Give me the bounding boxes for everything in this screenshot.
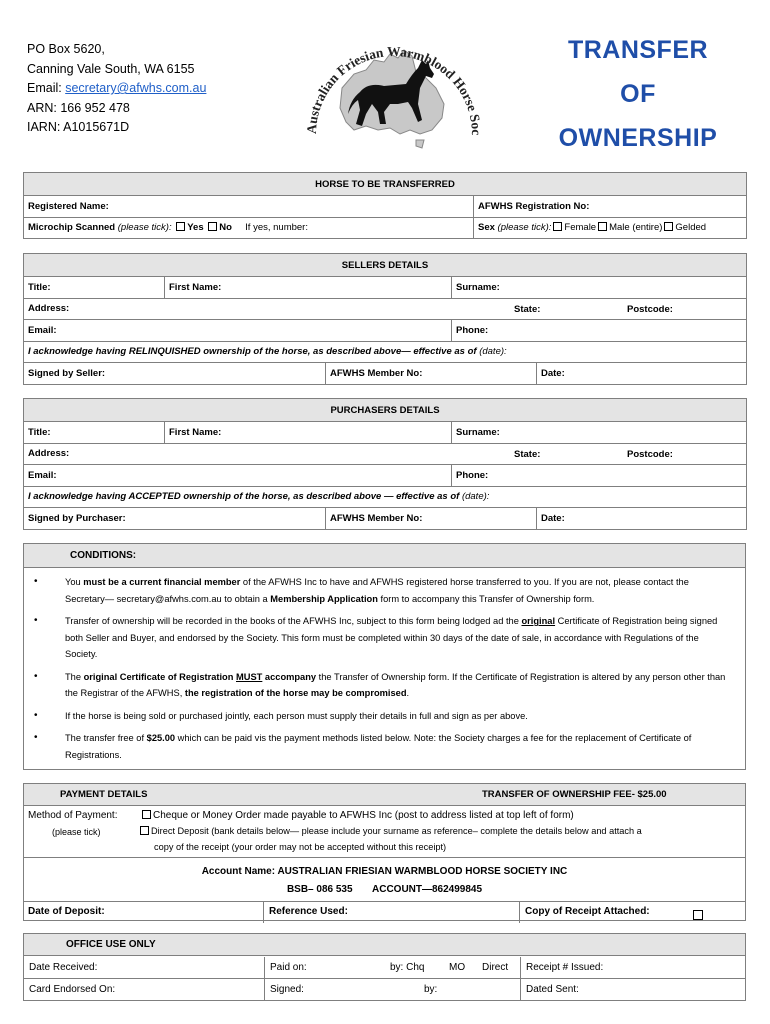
purchaser-surname-field[interactable]: Surname: xyxy=(452,422,747,444)
registered-name-field[interactable]: Registered Name: xyxy=(24,196,474,218)
card-endorsed-field[interactable]: Card Endorsed On: xyxy=(29,984,116,995)
deposit-row xyxy=(23,901,746,922)
direct-deposit-option: Direct Deposit (bank details below— please include your surname as reference– complete the details below and attach a xyxy=(138,826,642,836)
yes-checkbox[interactable] xyxy=(176,222,185,231)
paid-by-mo[interactable]: MO xyxy=(449,962,466,973)
payment-details-title: PAYMENT DETAILS xyxy=(60,789,148,800)
signed-field[interactable]: Signed: xyxy=(270,984,304,995)
purchaser-acknowledgement: I acknowledge having ACCEPTED ownership of the horse, as described above — effective as of (date): xyxy=(24,486,747,508)
condition-item: • If the horse is being sold or purchased jointly, each person must supply their details in full and sign as per above. xyxy=(24,708,745,725)
purchaser-first-name-field[interactable]: First Name: xyxy=(165,422,452,444)
logo-text: Australian Friesian Warmblood Horse Soc xyxy=(303,43,485,136)
account-name: Account Name: AUSTRALIAN FRIESIAN WARMBLOOD HORSE SOCIETY INC xyxy=(201,866,568,877)
purchaser-signature-field[interactable]: Signed by Purchaser: xyxy=(24,508,326,530)
signed-by-field[interactable]: by: xyxy=(424,984,438,995)
seller-email-field[interactable]: Email: xyxy=(24,320,452,342)
contact-block xyxy=(27,40,206,138)
divider xyxy=(520,979,521,1001)
condition-item: • Transfer of ownership will be recorded in the books of the AFWHS Inc, subject to this form being lodged ad the original Certificate of Registration being signed both Seller and Buyer, and endorsed by the Society. This form must be completed within 30 days of the date of sale, in accordance with Regulations of the Society. xyxy=(24,613,745,663)
purchaser-address-field[interactable]: Address: State: Postcode: xyxy=(24,443,747,465)
divider xyxy=(520,957,521,979)
registration-no-field[interactable]: AFWHS Registration No: xyxy=(474,196,747,218)
paid-by-direct[interactable]: Direct xyxy=(482,962,509,973)
divider xyxy=(263,902,264,923)
direct-deposit-note: copy of the receipt (your order may not be accepted without this receipt) xyxy=(154,842,447,852)
dated-sent-field[interactable]: Dated Sent: xyxy=(526,984,579,995)
date-of-deposit-field[interactable]: Date of Deposit: xyxy=(28,906,105,917)
male-checkbox[interactable] xyxy=(598,222,607,231)
purchaser-phone-field[interactable]: Phone: xyxy=(452,465,747,487)
date-received-field[interactable]: Date Received: xyxy=(29,962,98,973)
no-checkbox[interactable] xyxy=(208,222,217,231)
purchaser-header: PURCHASERS DETAILS xyxy=(24,399,747,422)
society-logo-image xyxy=(294,16,494,168)
payment-section xyxy=(23,783,746,921)
divider xyxy=(264,979,265,1001)
microchip-field: Microchip Scanned (please tick): Yes No If yes, number: xyxy=(24,217,474,239)
cheque-checkbox[interactable] xyxy=(142,810,151,819)
method-of-payment-label: Method of Payment: xyxy=(28,810,118,821)
reference-used-field[interactable]: Reference Used: xyxy=(269,906,348,917)
address: Canning Vale South, WA 6155 xyxy=(27,61,195,76)
payment-header xyxy=(24,784,745,806)
seller-member-no-field[interactable]: AFWHS Member No: xyxy=(326,363,537,385)
cheque-option: Cheque or Money Order made payable to AFWHS Inc (post to address listed at top left of form) xyxy=(140,810,574,821)
horse-section xyxy=(23,172,747,239)
seller-header: SELLERS DETAILS xyxy=(24,254,747,277)
paid-by-chq[interactable]: by: Chq xyxy=(390,962,425,973)
seller-title-field[interactable]: Title: xyxy=(24,277,165,299)
seller-section xyxy=(23,253,747,385)
iarn: IARN: A1015671D xyxy=(27,120,130,134)
seller-date-field[interactable]: Date: xyxy=(537,363,747,385)
po-box: PO Box 5620, xyxy=(27,42,105,56)
seller-first-name-field[interactable]: First Name: xyxy=(165,277,452,299)
seller-address-field[interactable]: Address: State: Postcode: xyxy=(24,298,747,320)
female-checkbox[interactable] xyxy=(553,222,562,231)
please-tick-label: (please tick) xyxy=(52,827,101,837)
office-row-1 xyxy=(24,957,745,979)
transfer-fee: TRANSFER OF OWNERSHIP FEE- $25.00 xyxy=(482,789,667,800)
seller-acknowledgement: I acknowledge having RELINQUISHED ownership of the horse, as described above— effective as of (date): xyxy=(24,341,747,363)
gelded-checkbox[interactable] xyxy=(664,222,673,231)
society-logo xyxy=(294,16,494,168)
conditions-header: CONDITIONS: xyxy=(24,544,745,568)
divider xyxy=(264,957,265,979)
account-details xyxy=(24,857,745,902)
receipt-attached-label: Copy of Receipt Attached: xyxy=(525,906,650,917)
office-row-2 xyxy=(24,979,745,1001)
conditions-list xyxy=(24,574,745,763)
form-title: TRANSFER OF OWNERSHIP xyxy=(558,36,718,152)
purchaser-title-field[interactable]: Title: xyxy=(24,422,165,444)
arn: ARN: 166 952 478 xyxy=(27,100,130,115)
seller-surname-field[interactable]: Surname: xyxy=(452,277,747,299)
sex-field: Sex (please tick): Female Male (entire) Gelded xyxy=(474,217,747,239)
divider xyxy=(519,902,520,923)
direct-deposit-checkbox[interactable] xyxy=(140,826,149,835)
email-link[interactable]: secretary@afwhs.com.au xyxy=(65,81,207,95)
paid-on-field[interactable]: Paid on: xyxy=(270,962,307,973)
condition-item: • The original Certificate of Registration MUST accompany the Transfer of Ownership form. If the Certificate of Registration is altered by any person other than the Registrar of the AFWHS, the registration of the horse may be compromised. xyxy=(24,669,745,702)
horse-header: HORSE TO BE TRANSFERRED xyxy=(24,173,747,196)
seller-signature-field[interactable]: Signed by Seller: xyxy=(24,363,326,385)
receipt-checkbox[interactable] xyxy=(691,907,705,917)
purchaser-date-field[interactable]: Date: xyxy=(537,508,747,530)
office-use-header: OFFICE USE ONLY xyxy=(24,934,745,956)
purchaser-section xyxy=(23,398,747,530)
condition-item: • The transfer free of $25.00 which can be paid vis the payment methods listed below. Note: the Society charges a fee for the replacement of Certificate of Registrations. xyxy=(24,730,745,763)
conditions-section xyxy=(23,543,746,770)
condition-item: • You must be a current financial member of the AFWHS Inc to have and AFWHS registered horse transferred to you. If you are not, please contact the Secretary— secretary@afwhs.com.au to obtain a Membership Application form to accompany this Transfer of Ownership form. xyxy=(24,574,745,607)
receipt-issued-field[interactable]: Receipt # Issued: xyxy=(526,962,604,973)
email-line: Email: secretary@afwhs.com.au xyxy=(27,81,207,95)
purchaser-email-field[interactable]: Email: xyxy=(24,465,452,487)
seller-phone-field[interactable]: Phone: xyxy=(452,320,747,342)
office-use-section xyxy=(23,933,746,1001)
purchaser-member-no-field[interactable]: AFWHS Member No: xyxy=(326,508,537,530)
bsb-account: BSB– 086 535 ACCOUNT—862499845 xyxy=(286,884,483,895)
